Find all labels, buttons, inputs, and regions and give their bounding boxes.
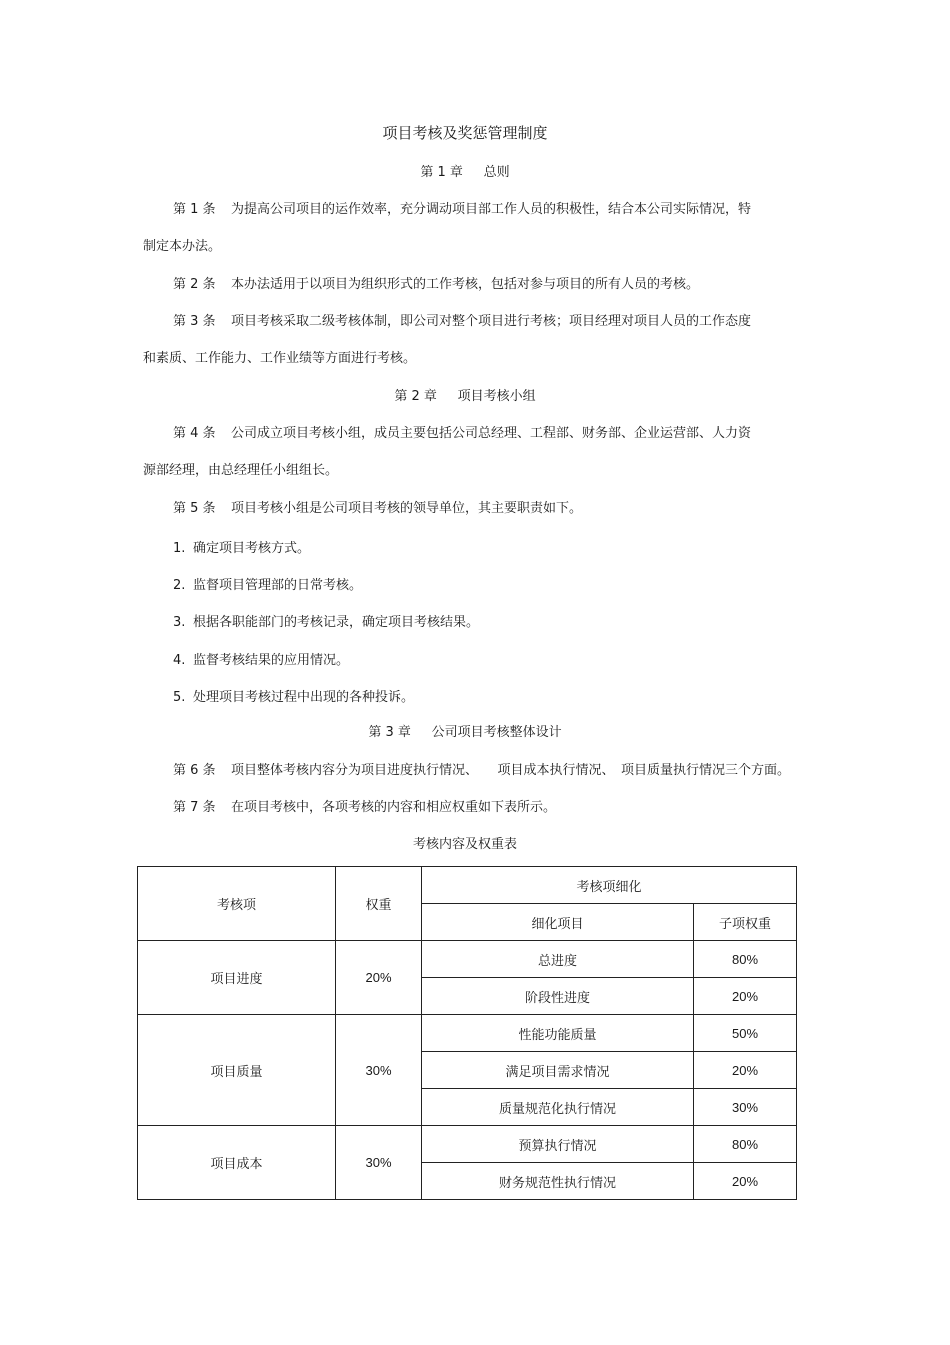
chapter-heading <box>0 726 930 739</box>
sub-weight-cell: 80% <box>694 1126 797 1163</box>
article-number: 第 2 条 <box>173 277 216 292</box>
list-text: 根据各职能部门的考核记录，确定项目考核结果。 <box>193 615 480 630</box>
sub-weight-cell: 20% <box>694 1052 797 1089</box>
table-header-row <box>138 867 797 904</box>
item-cell: 项目成本 <box>138 1126 336 1200</box>
article-1-line-2: 制定本办法。 <box>143 239 222 254</box>
article-number: 第 1 条 <box>173 202 216 217</box>
sub-item-cell: 预算执行情况 <box>422 1126 694 1163</box>
sub-item-cell: 质量规范化执行情况 <box>422 1089 694 1126</box>
item-cell: 项目进度 <box>138 941 336 1015</box>
sub-item-cell: 满足项目需求情况 <box>422 1052 694 1089</box>
chapter-label: 第 2 章 <box>394 389 437 404</box>
list-number: 1. <box>173 541 186 556</box>
weight-cell: 30% <box>336 1126 422 1200</box>
article-3-line-1 <box>173 315 751 328</box>
table-caption: 考核内容及权重表 <box>412 837 517 852</box>
article-6 <box>173 764 790 777</box>
sub-weight-cell: 20% <box>694 978 797 1015</box>
sub-weight-cell: 80% <box>694 941 797 978</box>
article-text: 在项目考核中，各项考核的内容和相应权重如下表所示。 <box>231 800 557 815</box>
article-number: 第 4 条 <box>173 426 216 441</box>
list-number: 3. <box>173 615 186 630</box>
list-text: 处理项目考核过程中出现的各种投诉。 <box>193 690 415 705</box>
sub-weight-cell: 20% <box>694 1163 797 1200</box>
sub-item-cell: 性能功能质量 <box>422 1015 694 1052</box>
article-5 <box>173 502 582 515</box>
table-row <box>138 1126 797 1163</box>
list-text: 监督考核结果的应用情况。 <box>193 653 350 668</box>
list-number: 5. <box>173 690 186 705</box>
item-cell: 项目质量 <box>138 1015 336 1126</box>
chapter-label: 第 1 章 <box>420 165 463 180</box>
article-number: 第 5 条 <box>173 501 216 516</box>
article-7 <box>173 801 556 814</box>
article-number: 第 7 条 <box>173 800 216 815</box>
list-text: 确定项目考核方式。 <box>193 541 311 556</box>
weight-cell: 20% <box>336 941 422 1015</box>
article-number: 第 3 条 <box>173 314 216 329</box>
header-cell: 子项权重 <box>694 904 797 941</box>
article-4-line-2: 源部经理，由总经理任小组组长。 <box>143 463 339 478</box>
duty-list-item <box>173 691 414 704</box>
sub-weight-cell: 30% <box>694 1089 797 1126</box>
sub-item-cell: 阶段性进度 <box>422 978 694 1015</box>
header-cell: 考核项细化 <box>422 867 797 904</box>
chapter-heading <box>0 390 930 403</box>
header-cell: 权重 <box>336 867 422 941</box>
article-3-line-2: 和素质、工作能力、工作业绩等方面进行考核。 <box>143 351 417 366</box>
list-number: 2. <box>173 578 186 593</box>
chapter-title: 公司项目考核整体设计 <box>431 725 562 740</box>
article-text: 项目整体考核内容分为项目进度执行情况、 项目成本执行情况、 项目质量执行情况三个方面。 <box>231 763 791 778</box>
list-text: 监督项目管理部的日常考核。 <box>193 578 363 593</box>
article-number: 第 6 条 <box>173 763 216 778</box>
article-text: 为提高公司项目的运作效率，充分调动项目部工作人员的积极性，结合本公司实际情况，特 <box>231 202 752 217</box>
weight-table <box>137 866 797 1200</box>
duty-list-item <box>173 579 362 592</box>
header-cell: 细化项目 <box>422 904 694 941</box>
table-row <box>138 941 797 978</box>
duty-list-item <box>173 616 479 629</box>
sub-item-cell: 总进度 <box>422 941 694 978</box>
weight-cell: 30% <box>336 1015 422 1126</box>
table-row <box>138 1015 797 1052</box>
article-text: 公司成立项目考核小组，成员主要包括公司总经理、工程部、财务部、企业运营部、人力资 <box>231 426 752 441</box>
chapter-label: 第 3 章 <box>368 725 411 740</box>
article-4-line-1 <box>173 427 751 440</box>
document-title: 项目考核及奖惩管理制度 <box>382 124 548 142</box>
duty-list-item <box>173 542 310 555</box>
article-2 <box>173 278 699 291</box>
sub-weight-cell: 50% <box>694 1015 797 1052</box>
article-1-line-1 <box>173 203 751 216</box>
chapter-title: 总则 <box>483 165 510 180</box>
article-text: 项目考核采取二级考核体制，即公司对整个项目进行考核；项目经理对项目人员的工作态度 <box>231 314 752 329</box>
header-cell: 考核项 <box>138 867 336 941</box>
list-number: 4. <box>173 653 186 668</box>
duty-list-item <box>173 654 349 667</box>
chapter-heading <box>0 166 930 179</box>
article-text: 本办法适用于以项目为组织形式的工作考核，包括对参与项目的所有人员的考核。 <box>231 277 700 292</box>
article-text: 项目考核小组是公司项目考核的领导单位，其主要职责如下。 <box>231 501 583 516</box>
sub-item-cell: 财务规范性执行情况 <box>422 1163 694 1200</box>
chapter-title: 项目考核小组 <box>457 389 536 404</box>
